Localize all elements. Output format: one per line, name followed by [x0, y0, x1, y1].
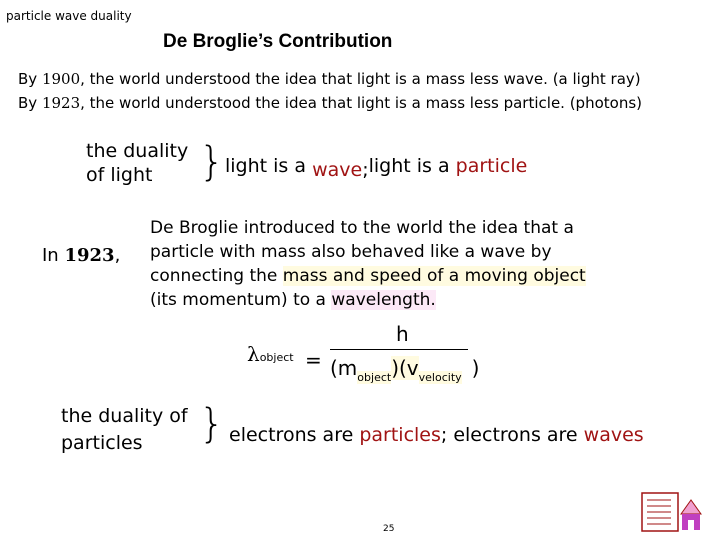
topic-header: particle wave duality: [6, 9, 132, 23]
para-line-1: De Broglie introduced to the world the idea that a: [150, 218, 574, 238]
particle-duality-statement: [229, 424, 644, 446]
page-number: 25: [383, 524, 395, 534]
particle-text-2: electrons are: [453, 424, 584, 446]
equals-sign: =: [305, 348, 322, 372]
light-duality-statement: [225, 155, 528, 181]
particle-text-1: electrons are: [229, 424, 360, 446]
para-line-3a: connecting the: [150, 266, 283, 286]
hsti-logo: [641, 492, 703, 532]
in-pre: In: [42, 245, 65, 266]
history-line-1923: [18, 94, 642, 112]
line-pre: By: [18, 94, 42, 112]
den-close: ): [471, 356, 480, 380]
particle-duality-label: the duality of particles: [61, 405, 188, 454]
para-line-3: [150, 264, 586, 288]
mass-speed-highlight: mass and speed of a moving object: [282, 266, 586, 286]
light-duality-label: the duality of light: [86, 140, 189, 186]
para-line-4: [150, 288, 586, 312]
line-text: , the world understood the idea that light is a mass less particle. (photons): [80, 94, 642, 112]
slide-title: De Broglie’s Contribution: [163, 31, 393, 52]
separator: ;: [440, 424, 454, 446]
mass-subscript: object: [357, 371, 392, 384]
line-year: 1900: [41, 70, 81, 88]
in-post: ,: [114, 245, 121, 266]
waves-word: waves: [583, 424, 644, 446]
history-line-1900: [18, 70, 641, 88]
line-year: 1923: [41, 94, 81, 112]
line-text: , the world understood the idea that light is a mass less wave. (a light ray): [80, 70, 641, 88]
particles-word: particles: [359, 424, 441, 446]
separator: ;: [362, 159, 369, 181]
lambda-symbol: [247, 342, 294, 366]
velocity-subscript: velocity: [418, 371, 462, 384]
debroglie-paragraph: [150, 216, 586, 312]
wavelength-highlight: wavelength.: [331, 290, 436, 310]
particle-word: particle: [455, 155, 528, 177]
lambda-glyph: λ: [247, 342, 260, 366]
denominator: [330, 356, 480, 384]
light-text-1: light is a: [225, 155, 313, 177]
brace-light: }: [199, 139, 225, 185]
para-line-2: particle with mass also behaved like a wave by: [150, 242, 552, 262]
lambda-subscript: object: [259, 351, 294, 364]
fraction-bar: [330, 349, 468, 350]
light-text-2: light is a: [368, 155, 456, 177]
in-year: 1923: [64, 245, 115, 266]
brace-particles: }: [199, 401, 225, 447]
in-1923-label: [42, 245, 120, 266]
para-line-4a: (its momentum) to a: [150, 290, 332, 310]
wave-word: wave: [312, 159, 363, 181]
den-mid: )(v: [391, 356, 419, 380]
den-open: (m: [330, 356, 358, 380]
numerator-h: h: [396, 322, 409, 346]
line-pre: By: [18, 70, 42, 88]
